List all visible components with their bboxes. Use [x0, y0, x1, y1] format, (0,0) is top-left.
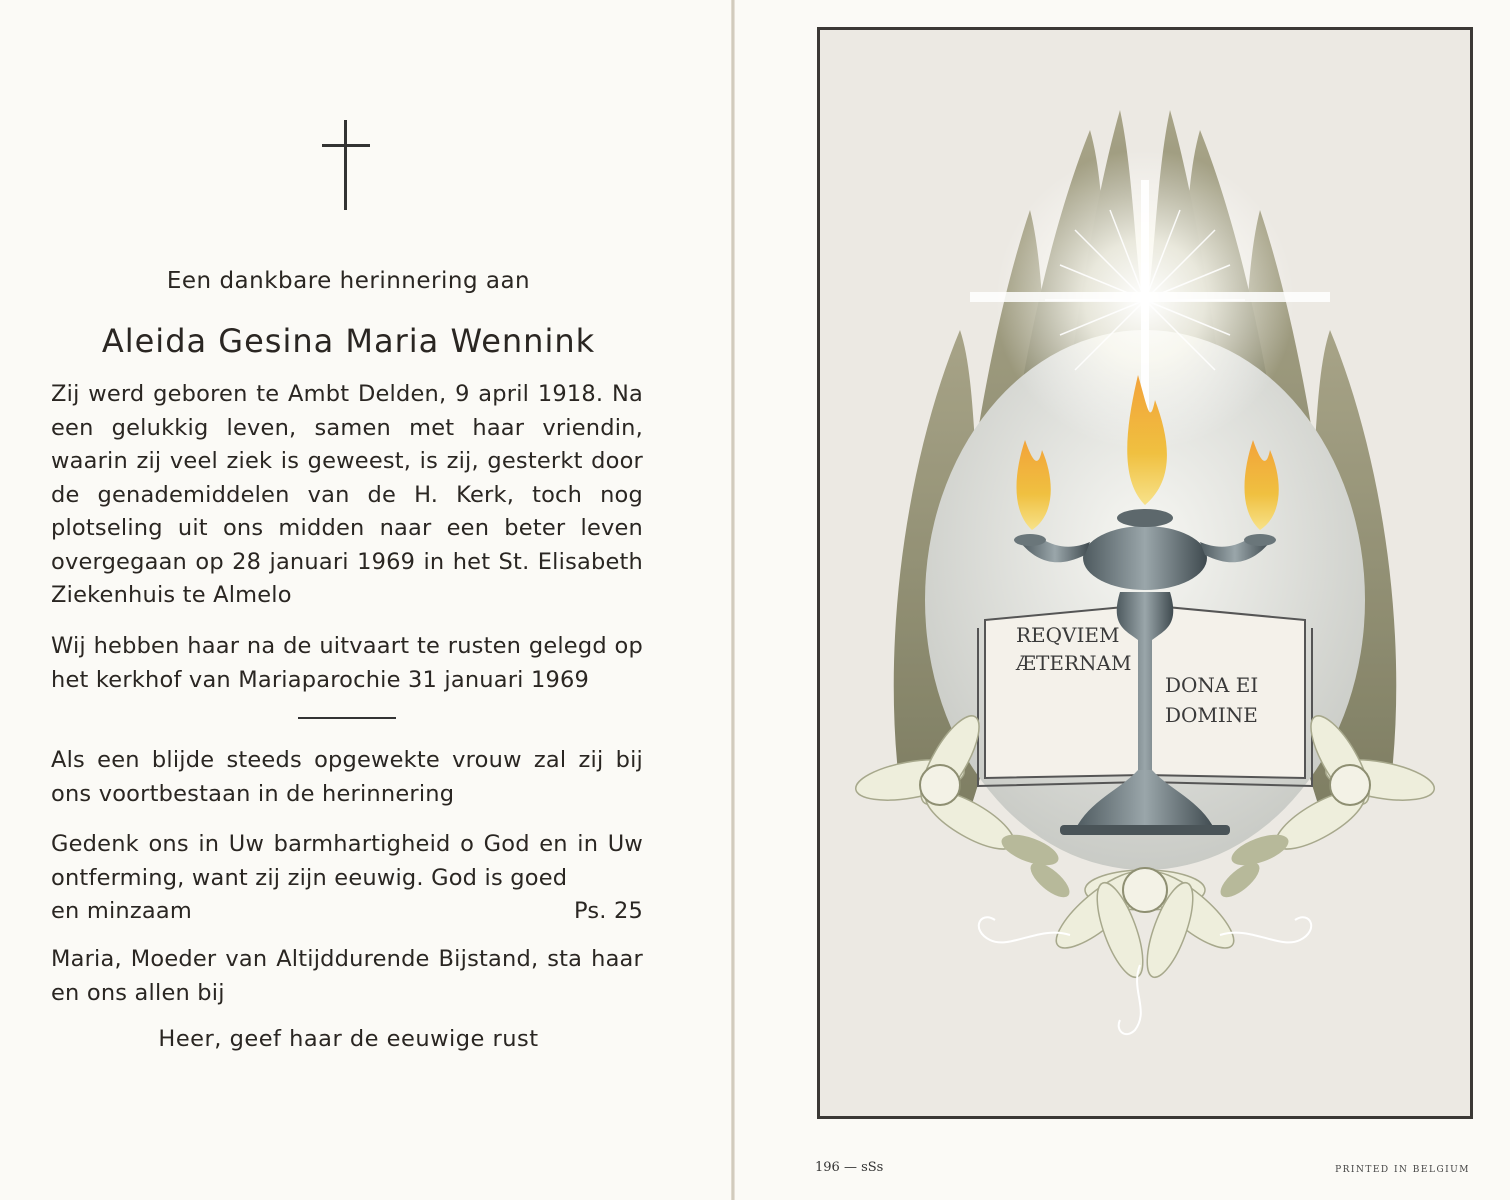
printer-note: PRINTED IN BELGIUM — [1335, 1165, 1470, 1175]
maria-paragraph: Maria, Moeder van Altijddurende Bijstand, sta haar en ons allen bij — [51, 946, 643, 1006]
prayer-paragraph — [51, 828, 643, 929]
card-fold — [731, 0, 735, 1200]
biography-paragraph: Zij werd geboren te Ambt Delden, 9 april 1918. Na een gelukkig leven, samen met haar vriendin, waarin zij veel ziek is geweest, is zij, gesterkt door de genademiddelen van de H. Kerk, toch nog plotseling uit ons midden naar een beter leven overgegaan op 28 januari 1969 in het St. Elisabeth Ziekenhuis te Almelo — [51, 381, 643, 608]
psalm-reference: Ps. 25 — [573, 898, 643, 924]
print-code: 196 — sSs — [815, 1160, 884, 1175]
intro-line: Een dankbare herinnering aan — [166, 268, 531, 294]
burial-paragraph: Wij hebben haar na de uitvaart te rusten gelegd op het kerkhof van Mariaparochie 31 januari 1969 — [51, 633, 643, 693]
devotional-illustration — [820, 30, 1470, 1116]
prayer-text: Gedenk ons in Uw barmhartigheid o God en in Uw ontferming, want zij zijn eeuwig. God is goed — [51, 831, 643, 891]
devotional-image — [817, 27, 1473, 1119]
book-text-aeternam: ÆTERNAM — [1016, 651, 1132, 675]
divider-line — [298, 717, 396, 719]
text-page — [0, 0, 731, 1200]
memory-paragraph: Als een blijde steeds opgewekte vrouw zal zij bij ons voortbestaan in de herinnering — [51, 747, 643, 807]
book-text-requiem: REQVIEM — [1016, 623, 1120, 647]
prayer-text-end: en minzaam — [51, 898, 192, 924]
deceased-name: Aleida Gesina Maria Wennink — [101, 322, 596, 360]
book-text-domine: DOMINE — [1165, 703, 1258, 727]
closing-line: Heer, geef haar de eeuwige rust — [158, 1026, 539, 1052]
cross-icon — [322, 120, 370, 210]
book-text-dona-ei: DONA EI — [1165, 673, 1259, 697]
